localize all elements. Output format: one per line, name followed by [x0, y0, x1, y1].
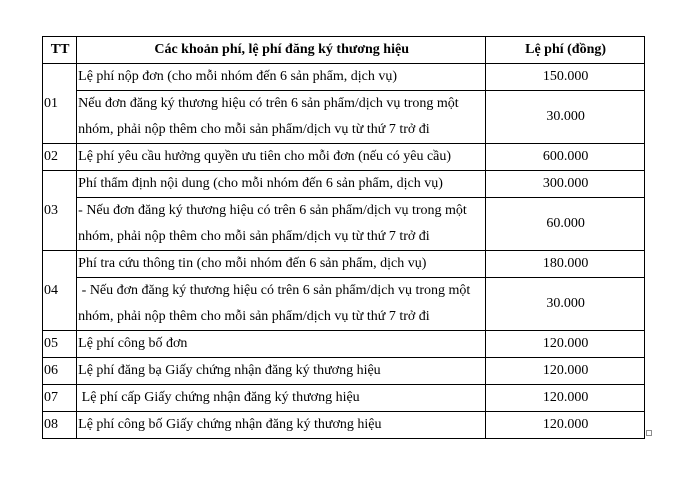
row-number: 01 — [43, 64, 77, 144]
fee-description — [77, 91, 486, 144]
table-row — [43, 385, 645, 412]
table-resize-handle[interactable] — [646, 430, 652, 436]
row-number: 06 — [43, 358, 77, 385]
description-line: Phí thẩm định nội dung (cho mỗi nhóm đến 6 sản phẩm, dịch vụ) — [78, 176, 443, 191]
description-line: nhóm, phải nộp thêm cho mỗi sản phẩm/dịch vụ từ thứ 7 trở đi — [78, 309, 430, 324]
table-body — [43, 64, 645, 439]
table-row — [43, 331, 645, 358]
description-line: Lệ phí cấp Giấy chứng nhận đăng ký thương hiệu — [78, 390, 360, 405]
fee-amount: 150.000 — [486, 64, 645, 91]
description-line: Lệ phí nộp đơn (cho mỗi nhóm đến 6 sản phẩm, dịch vụ) — [78, 69, 398, 84]
fee-description — [77, 358, 486, 385]
table-header-row — [43, 37, 645, 64]
row-number: 03 — [43, 171, 77, 251]
description-line: Phí tra cứu thông tin (cho mỗi nhóm đến 6 sản phẩm, dịch vụ) — [78, 256, 427, 271]
fee-description — [77, 198, 486, 251]
table-row — [43, 64, 645, 91]
table-row — [43, 278, 645, 331]
fee-amount: 30.000 — [486, 278, 645, 331]
row-number: 02 — [43, 144, 77, 171]
table-row — [43, 251, 645, 278]
fee-amount: 600.000 — [486, 144, 645, 171]
fee-description — [77, 171, 486, 198]
description-line: nhóm, phải nộp thêm cho mỗi sản phẩm/dịch vụ từ thứ 7 trở đi — [78, 229, 430, 244]
fee-amount: 300.000 — [486, 171, 645, 198]
fee-description — [77, 64, 486, 91]
description-line: Nếu đơn đăng ký thương hiệu có trên 6 sản phẩm/dịch vụ trong một — [78, 96, 459, 111]
fee-description — [77, 412, 486, 439]
row-number: 08 — [43, 412, 77, 439]
fee-description — [77, 251, 486, 278]
description-line: - Nếu đơn đăng ký thương hiệu có trên 6 sản phẩm/dịch vụ trong một — [78, 283, 471, 298]
row-number: 04 — [43, 251, 77, 331]
row-number: 07 — [43, 385, 77, 412]
fee-table — [42, 36, 645, 439]
description-line: nhóm, phải nộp thêm cho mỗi sản phẩm/dịch vụ từ thứ 7 trở đi — [78, 122, 430, 137]
table-row — [43, 358, 645, 385]
table-row — [43, 144, 645, 171]
fee-amount: 120.000 — [486, 331, 645, 358]
table-row — [43, 171, 645, 198]
fee-amount: 120.000 — [486, 385, 645, 412]
header-description: Các khoản phí, lệ phí đăng ký thương hiệu — [77, 37, 486, 64]
fee-amount: 30.000 — [486, 91, 645, 144]
fee-amount: 120.000 — [486, 358, 645, 385]
table-row — [43, 91, 645, 144]
description-line: Lệ phí công bố Giấy chứng nhận đăng ký thương hiệu — [78, 417, 382, 432]
fee-amount: 120.000 — [486, 412, 645, 439]
fee-description — [77, 278, 486, 331]
description-line: Lệ phí yêu cầu hưởng quyền ưu tiên cho mỗi đơn (nếu có yêu cầu) — [78, 149, 452, 164]
description-line: Lệ phí đăng bạ Giấy chứng nhận đăng ký thương hiệu — [78, 363, 381, 378]
fee-description — [77, 331, 486, 358]
fee-description — [77, 385, 486, 412]
table-row — [43, 412, 645, 439]
fee-amount: 60.000 — [486, 198, 645, 251]
table-row — [43, 198, 645, 251]
header-fee: Lệ phí (đồng) — [486, 37, 645, 64]
fee-description — [77, 144, 486, 171]
fee-amount: 180.000 — [486, 251, 645, 278]
description-line: Lệ phí công bố đơn — [78, 336, 188, 351]
row-number: 05 — [43, 331, 77, 358]
description-line: - Nếu đơn đăng ký thương hiệu có trên 6 sản phẩm/dịch vụ trong một — [78, 203, 467, 218]
header-tt: TT — [43, 37, 77, 64]
